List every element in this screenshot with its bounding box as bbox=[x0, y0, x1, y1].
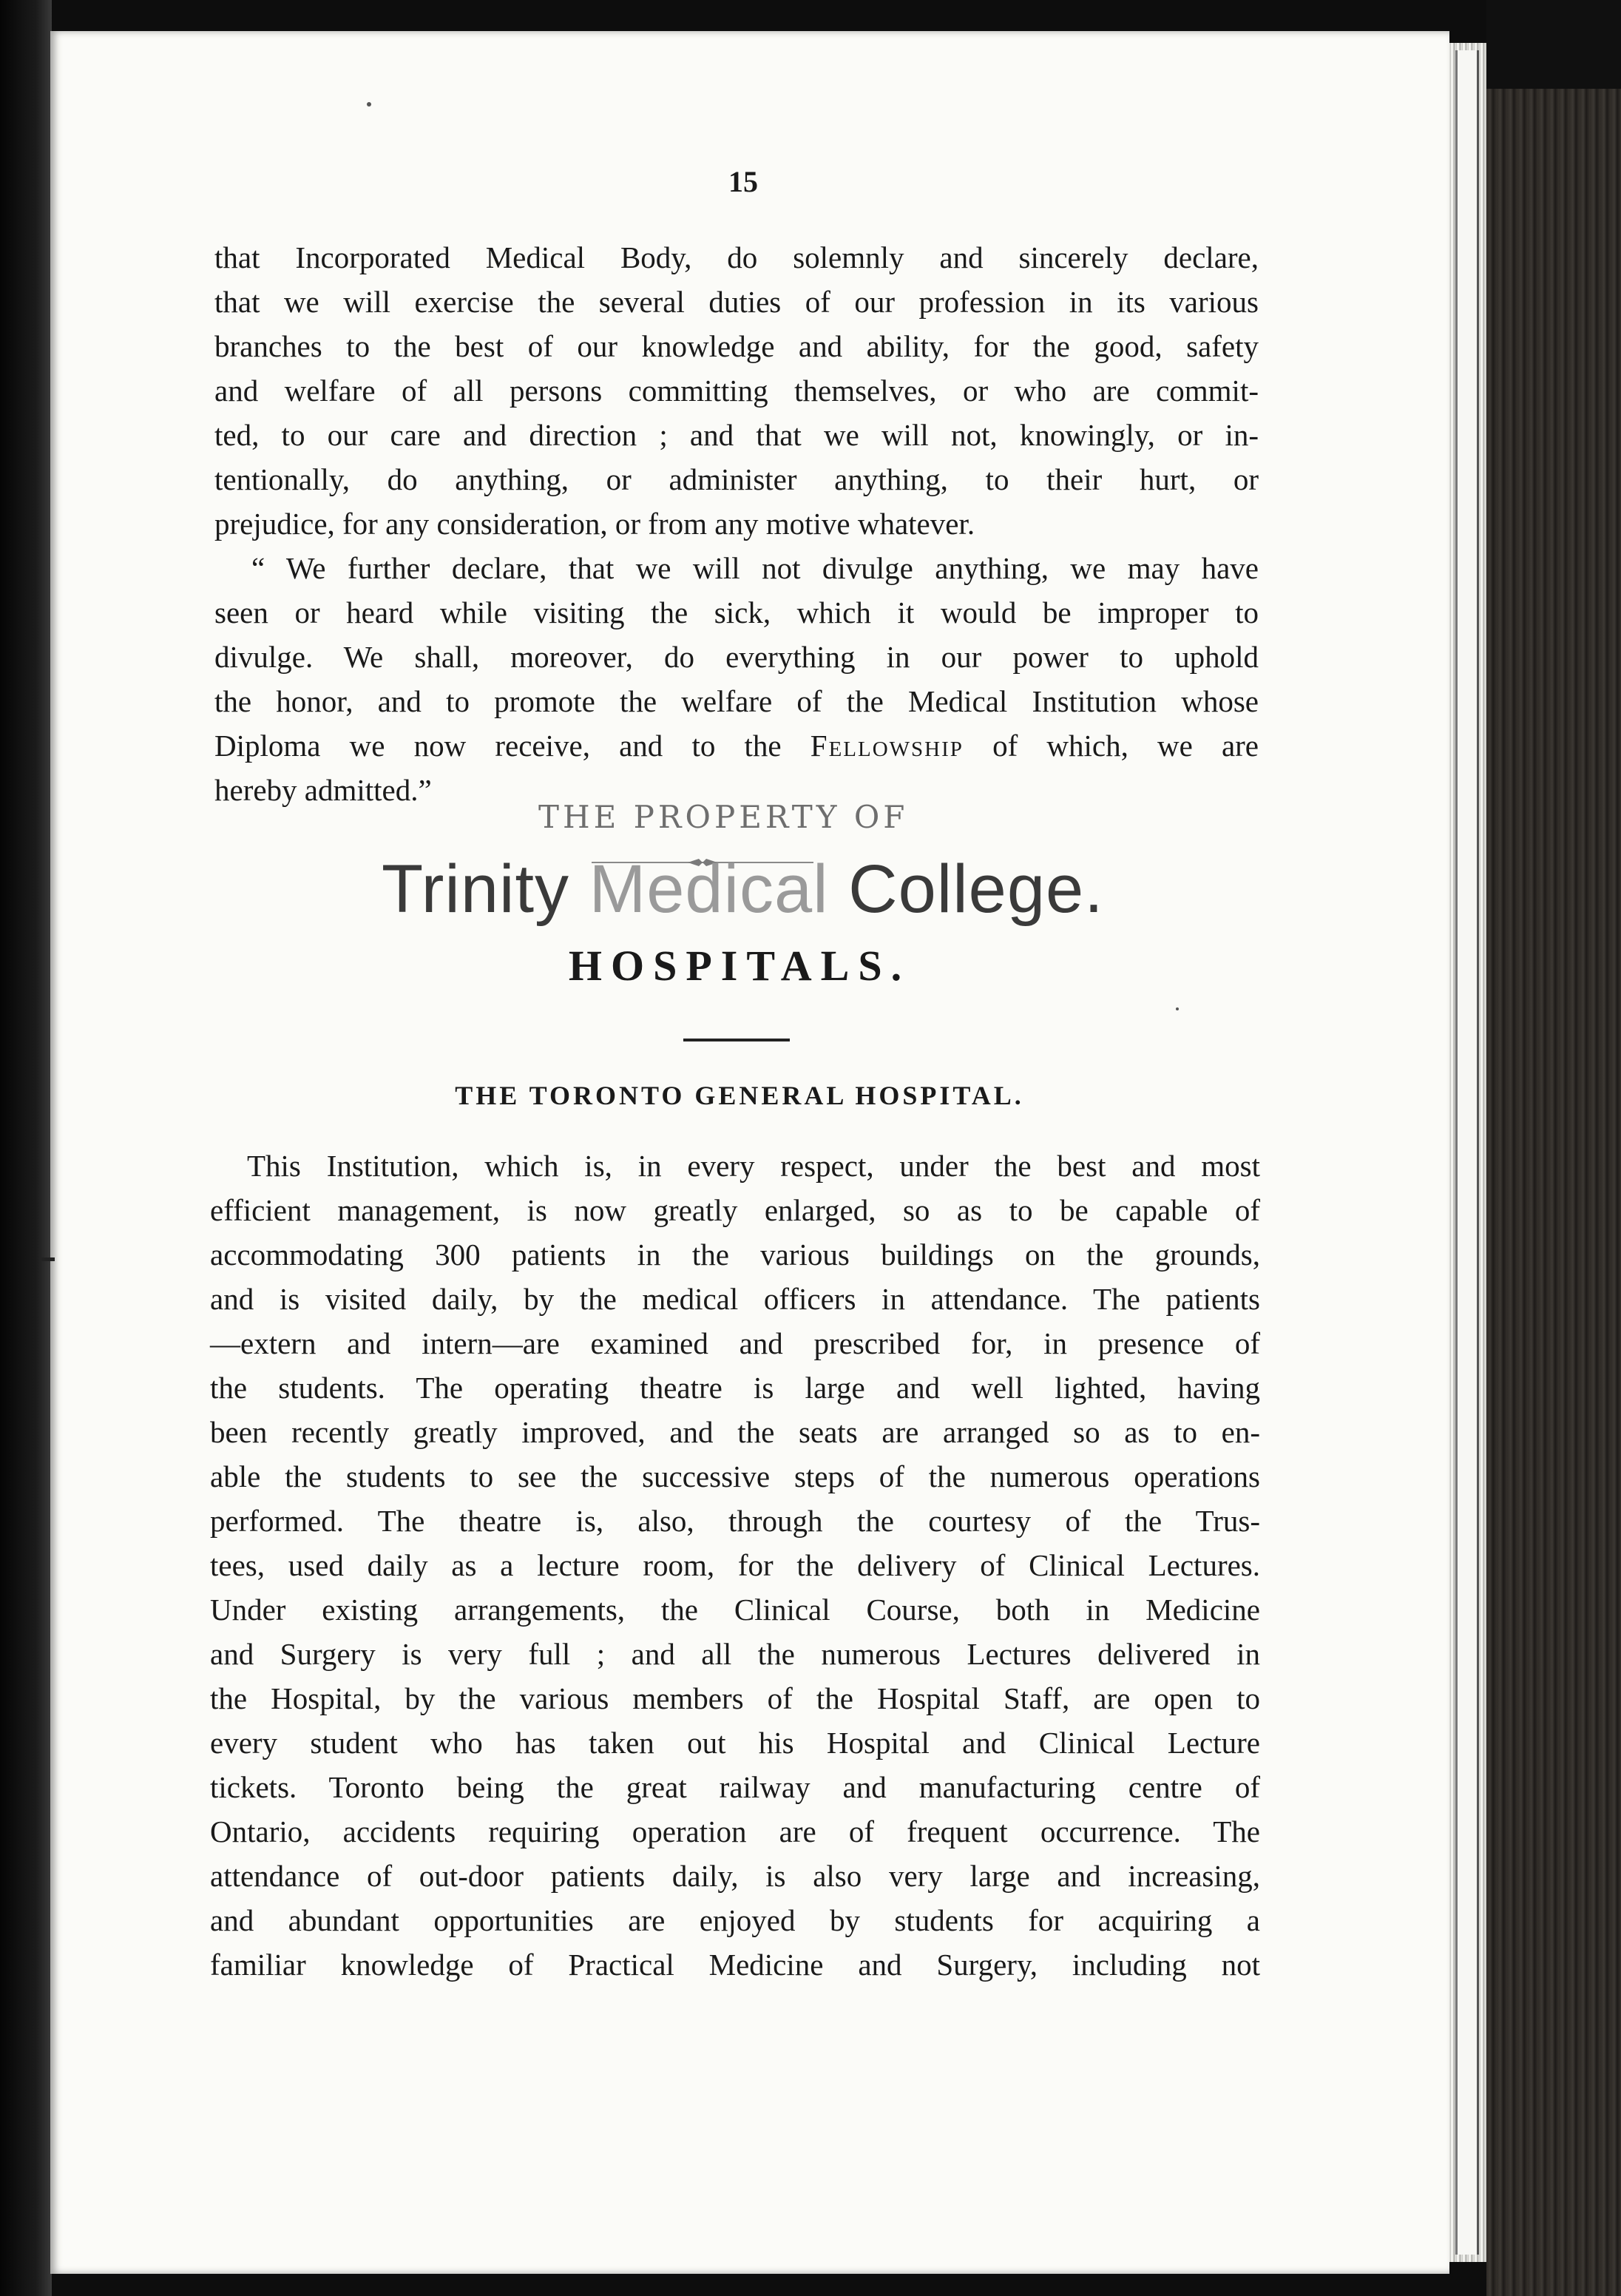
text-line: attendance of out-door patients daily, is also very large and increasing, bbox=[210, 1859, 1260, 1893]
text-line: been recently greatly improved, and the seats are arranged so as to en- bbox=[210, 1415, 1260, 1449]
text-line: ted, to our care and direction ; and that we will not, knowingly, or in- bbox=[214, 418, 1259, 452]
text-line: and is visited daily, by the medical officers in attendance. The patients bbox=[210, 1282, 1260, 1316]
stamp-word: College. bbox=[848, 851, 1104, 927]
text-line: —extern and intern—are examined and prescribed for, in presence of bbox=[210, 1326, 1260, 1360]
text-line: and abundant opportunities are enjoyed by students for acquiring a bbox=[210, 1903, 1260, 1937]
text-line: hereby admitted.” bbox=[214, 773, 432, 807]
text-line: the students. The operating theatre is large and well lighted, having bbox=[210, 1371, 1260, 1405]
page-number: 15 bbox=[728, 165, 758, 198]
text-line: and Surgery is very full ; and all the numerous Lectures delivered in bbox=[210, 1637, 1260, 1671]
text-line: able the students to see the successive steps of the numerous operations bbox=[210, 1459, 1260, 1493]
text-line: tentionally, do anything, or administer anything, to their hurt, or bbox=[214, 462, 1259, 496]
text-line: Ontario, accidents requiring operation are of frequent occurrence. The bbox=[210, 1814, 1260, 1848]
section-divider bbox=[683, 1039, 790, 1041]
stamp-property-of: THE PROPERTY OF bbox=[538, 799, 909, 835]
text-fragment: Diploma we now receive, and to the bbox=[214, 729, 782, 763]
text-line: that we will exercise the several duties of our profession in its various bbox=[214, 285, 1259, 319]
paragraph-declaration bbox=[214, 546, 1259, 812]
text-line: that Incorporated Medical Body, do solemnly and sincerely declare, bbox=[214, 240, 1259, 274]
sub-heading: THE TORONTO GENERAL HOSPITAL. bbox=[455, 1081, 1024, 1110]
cover-top bbox=[1486, 0, 1621, 96]
text-line: branches to the best of our knowledge and ability, for the good, safety bbox=[214, 329, 1259, 363]
binding-edge bbox=[0, 0, 52, 2296]
text-line: the Hospital, by the various members of the Hospital Staff, are open to bbox=[210, 1681, 1260, 1715]
text-line: performed. The theatre is, also, through the courtesy of the Trus- bbox=[210, 1504, 1260, 1538]
text-line-with-smallcaps bbox=[214, 723, 1259, 768]
paragraph-hospital bbox=[210, 1144, 1260, 1987]
text-line: tickets. Toronto being the great railway and manufacturing centre of bbox=[210, 1770, 1260, 1804]
text-line: familiar knowledge of Practical Medicine and Surgery, including not bbox=[210, 1948, 1260, 1982]
ink-speck bbox=[367, 102, 371, 107]
text-line: and welfare of all persons committing themselves, or who are commit- bbox=[214, 374, 1259, 408]
stamp-word: Medical bbox=[589, 851, 829, 927]
text-line: “ We further declare, that we will not divulge anything, we may have bbox=[251, 551, 1259, 585]
book-cover bbox=[1486, 89, 1621, 2296]
text-line: divulge. We shall, moreover, do everything in our power to uphold bbox=[214, 640, 1259, 674]
text-line: every student who has taken out his Hospital and Clinical Lecture bbox=[210, 1726, 1260, 1760]
paragraph-oath bbox=[214, 235, 1259, 546]
section-heading: HOSPITALS. bbox=[568, 942, 911, 990]
ink-speck bbox=[1176, 1007, 1179, 1010]
margin-mark bbox=[41, 1257, 55, 1261]
text-line: This Institution, which is, in every respect, under the best and most bbox=[247, 1149, 1260, 1183]
text-fragment: of which, we are bbox=[992, 729, 1259, 763]
text-line: seen or heard while visiting the sick, which it would be improper to bbox=[214, 595, 1259, 629]
stamp-word: Trinity bbox=[382, 851, 570, 927]
text-line: tees, used daily as a lecture room, for the delivery of Clinical Lectures. bbox=[210, 1548, 1260, 1582]
page-stack-inner bbox=[1455, 50, 1479, 2255]
fellowship-word: Fellowship bbox=[810, 729, 964, 763]
text-line: Under existing arrangements, the Clinical Course, both in Medicine bbox=[210, 1593, 1260, 1627]
text-line: efficient management, is now greatly enlarged, so as to be capable of bbox=[210, 1193, 1260, 1227]
stamp-college-name bbox=[382, 851, 1106, 928]
text-line: prejudice, for any consideration, or from any motive whatever. bbox=[214, 507, 975, 541]
text-line: accommodating 300 patients in the various buildings on the grounds, bbox=[210, 1238, 1260, 1272]
text-line: the honor, and to promote the welfare of the Medical Institution whose bbox=[214, 684, 1259, 718]
